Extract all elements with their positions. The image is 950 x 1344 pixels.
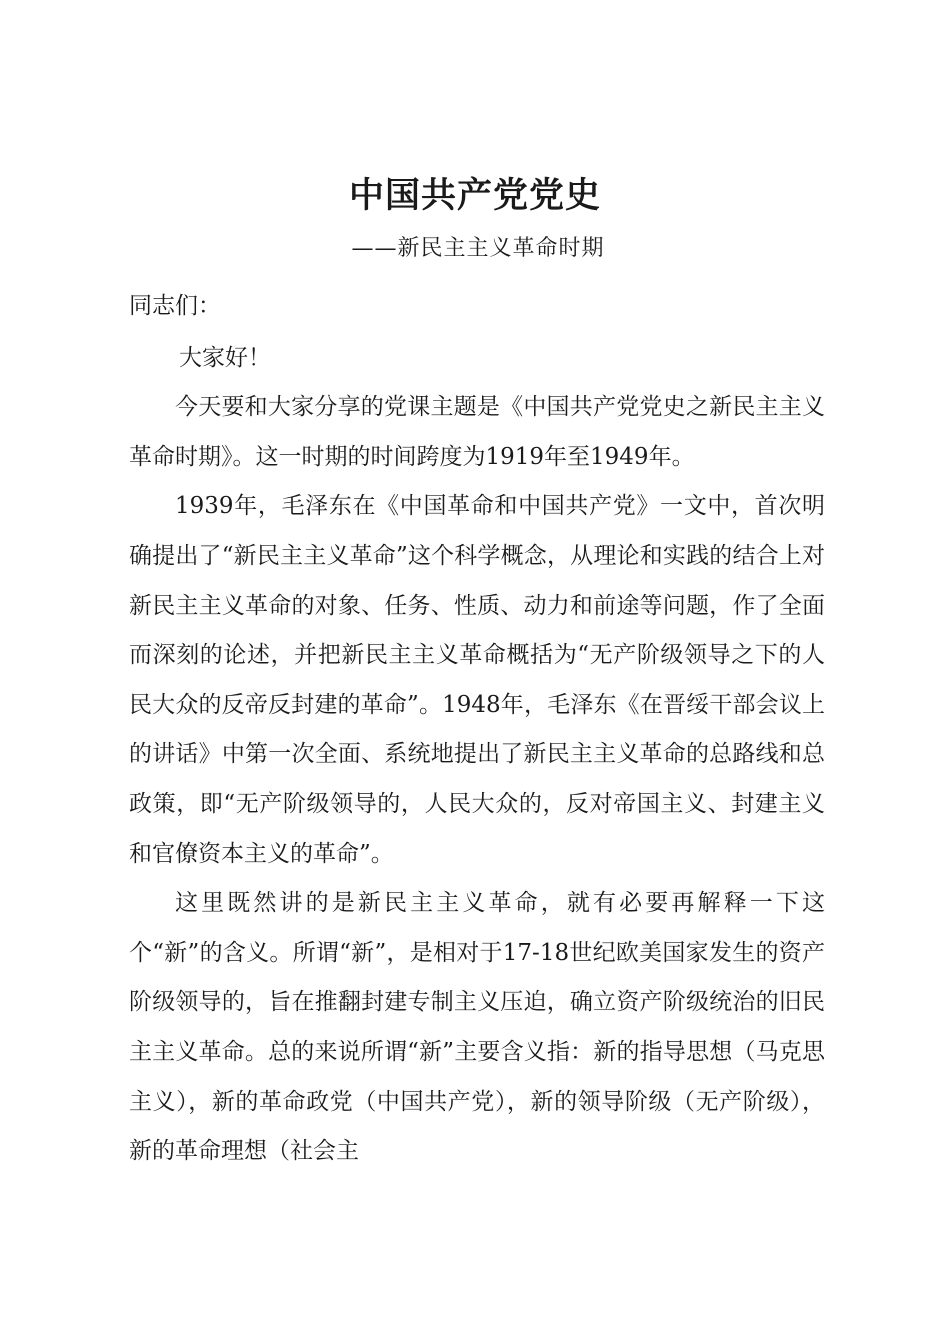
- document-body: [129, 282, 825, 1177]
- salutation: 同志们：: [129, 293, 221, 319]
- greeting: 大家好！: [179, 344, 271, 371]
- paragraph-definition: 1939年，毛泽东在《中国革命和中国共产党》一文中，首次明确提出了“新民主主义革命”这个科学概念，从理论和实践的结合上对新民主主义革命的对象、任务、性质、动力和前途等问题，作了全面而深刻的论述，并把新民主主义革命概括为“无产阶级领导之下的人民大众的反帝反封建的革命”。1948年，毛泽东《在晋绥干部会议上的讲话》中第一次全面、系统地提出了新民主主义革命的总路线和总政策，即“无产阶级领导的，人民大众的，反对帝国主义、封建主义和官僚资本主义的革命”。: [129, 493, 825, 867]
- page-title: 中国共产党党史: [348, 175, 601, 216]
- paragraph-intro: 今天要和大家分享的党课主题是《中国共产党党史之新民主主义革命时期》。这一时期的时间跨度为1919年至1949年。: [129, 394, 825, 470]
- page-subtitle: ——新民主主义革命时期: [351, 236, 605, 261]
- paragraph-meaning-of-new: 这里既然讲的是新民主主义革命，就有必要再解释一下这个“新”的含义。所谓“新”，是相对于17-18世纪欧美国家发生的资产阶级领导的，旨在推翻封建专制主义压迫，确立资产阶级统治的旧民主主义革命。总的来说所谓“新”主要含义指：新的指导思想（马克思主义），新的革命政党（中国共产党），新的领导阶级（无产阶级），新的革命理想（社会主: [129, 890, 825, 1165]
